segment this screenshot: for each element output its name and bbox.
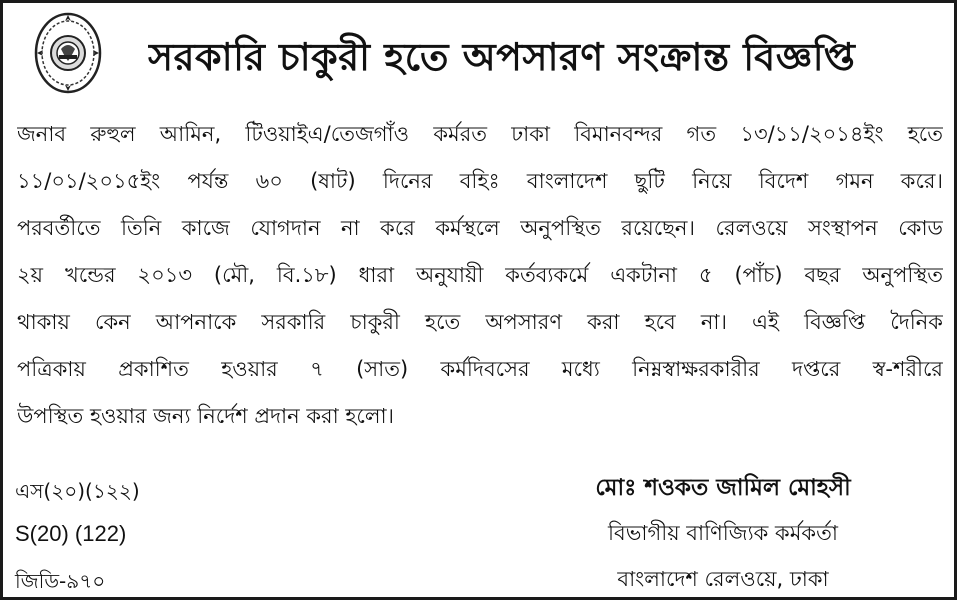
signatory-designation: বিভাগীয় বাণিজ্যিক কর্মকর্তা [608,521,838,545]
body-line: জনাব রুহুল আমিন, টিওয়াইএ/তেজগাঁও কর্মরত ঢাকা বিমানবন্দর গত ১৩/১১/২০১৪ইং হতে [17,122,943,146]
body-line: উপস্থিত হওয়ার জন্য নির্দেশ প্রদান করা হলো। [17,404,395,428]
reference-number-bn: এস(২০)(১২২) [15,479,140,503]
notice-title: সরকারি চাকুরী হতে অপসারণ সংক্রান্ত বিজ্ঞপ্তি [148,35,856,79]
signatory-name: মোঃ শওকত জামিল মোহসী [595,475,851,501]
notice-body [17,111,943,440]
bangladesh-railway-emblem-icon [33,11,103,95]
body-line: পরবর্তীতে তিনি কাজে যোগদান না করে কর্মস্থলে অনুপস্থিত রয়েছেন। রেলওয়ে সংস্থাপন কোড [17,216,943,240]
gd-number: জিডি-৯৭০ [15,569,106,593]
signatory-organization: বাংলাদেশ রেলওয়ে, ঢাকা [617,567,829,591]
reference-number-en: S(20) (122) [15,521,127,546]
body-line: ২য় খন্ডের ২০১৩ (মৌ, বি.১৮) ধারা অনুযায়ী কর্তব্যকর্মে একটানা ৫ (পাঁচ) বছর অনুপস্থিত [17,263,943,287]
body-line: থাকায় কেন আপনাকে সরকারি চাকুরী হতে অপসারণ করা হবে না। এই বিজ্ঞপ্তি দৈনিক [17,310,943,334]
body-line: পত্রিকায় প্রকাশিত হওয়ার ৭ (সাত) কর্মদিবসের মধ্যে নিম্নস্বাক্ষরকারীর দপ্তরে স্ব-শরীরে [17,357,943,381]
body-line: ১১/০১/২০১৫ইং পর্যন্ত ৬০ (ষাট) দিনের বহিঃ বাংলাদেশ ছুটি নিয়ে বিদেশ গমন করে। [17,169,943,193]
